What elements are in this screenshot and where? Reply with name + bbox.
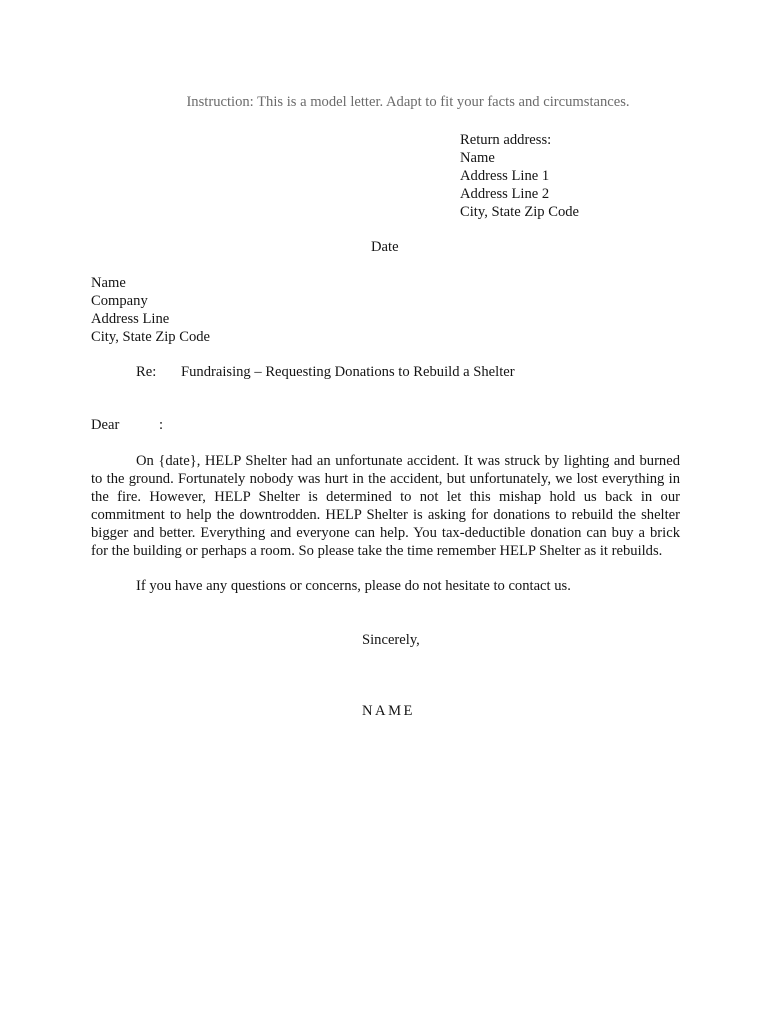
salutation-colon: : [159, 417, 164, 433]
return-address-heading: Return address: [460, 132, 552, 148]
body-paragraph-1: On {date}, HELP Shelter had an unfortunate accident. It was struck by lighting and burned to the ground. Fortunately nobody was hurt in the accident, but unfortunately, we lost everything in the fire. However, HELP Shelter is determined to not let this mishap hold us back in our commitment to help the downtrodden. HELP Shelter is asking for donations to rebuild the shelter bigger and better. Everything and everyone can help. You tax-deductible donation can buy a brick for the building or perhaps a room. So please take the time remember HELP Shelter as it rebuilds. [91, 453, 680, 559]
recipient-name: Name [91, 275, 126, 291]
recipient-company: Company [91, 292, 148, 309]
re-label: Re: [136, 364, 157, 380]
return-address-line-1: Address Line 1 [460, 167, 550, 184]
return-address-city-state-zip: City, State Zip Code [460, 203, 580, 220]
body-paragraph-2: If you have any questions or concerns, please do not hesitate to contact us. [136, 578, 571, 594]
instruction-note: Instruction: This is a model letter. Adapt to fit your facts and circumstances. [186, 94, 630, 110]
return-address-block [460, 132, 579, 221]
signature-name: NAME [362, 703, 415, 719]
letter-date: Date [371, 239, 399, 255]
recipient-address-line: Address Line [91, 310, 170, 327]
re-subject: Fundraising – Requesting Donations to Rebuild a Shelter [181, 364, 515, 380]
closing: Sincerely, [362, 632, 420, 648]
recipient-city-state-zip: City, State Zip Code [91, 328, 211, 345]
return-address-line-2: Address Line 2 [460, 185, 550, 202]
return-address-name: Name [460, 149, 495, 166]
salutation: Dear [91, 417, 120, 433]
recipient-address-block [91, 275, 210, 347]
